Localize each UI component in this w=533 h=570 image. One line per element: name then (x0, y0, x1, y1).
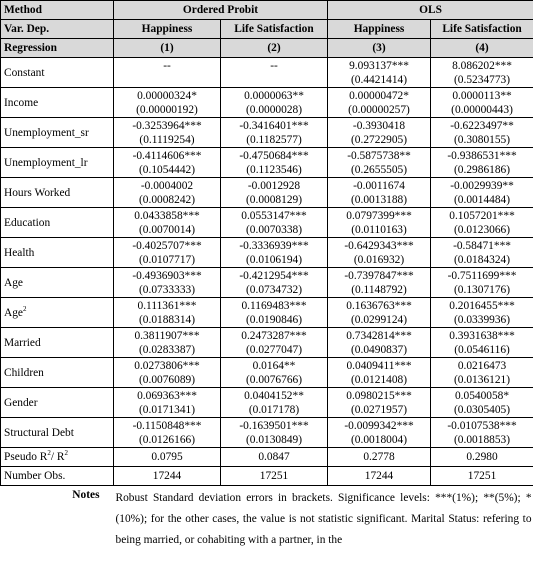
coefficient-value: 0.7342814*** (346, 329, 412, 342)
dep-var-4: Life Satisfaction (431, 20, 533, 39)
coefficient-value: 0.0797399*** (346, 209, 412, 222)
coefficient-cell (114, 328, 221, 358)
coefficient-cell (221, 88, 328, 118)
standard-error-value: (0.0000028) (246, 103, 302, 116)
coefficient-cell (328, 268, 431, 298)
regression-id-3: (3) (328, 39, 431, 58)
coefficient-cell (328, 178, 431, 208)
coefficient-value: 0.0433858*** (134, 209, 200, 222)
variable-label: Education (1, 208, 114, 238)
standard-error-value: (0.1119254) (139, 133, 195, 146)
standard-error-value: (0.0018853) (454, 433, 511, 446)
coefficient-value: -0.58471*** (453, 239, 511, 252)
coefficient-cell (221, 118, 328, 148)
variable-label: Married (1, 328, 114, 358)
variable-label: Unemployment_lr (1, 148, 114, 178)
variable-label: Structural Debt (1, 418, 114, 448)
coefficient-cell (431, 388, 533, 418)
variable-label: Health (1, 238, 114, 268)
coefficient-cell (328, 58, 431, 88)
standard-error-value: (0.1307176) (454, 283, 511, 296)
standard-error-value: (0.5234773) (454, 73, 511, 86)
standard-error-value: (0.0018004) (351, 433, 408, 446)
coefficient-value: -0.4212954*** (239, 269, 309, 282)
coefficient-value: 0.3931638*** (449, 329, 515, 342)
coefficient-value: -0.1150848*** (132, 419, 202, 432)
coefficient-value: -0.0011674 (353, 179, 405, 192)
coefficient-value: -0.4936903*** (132, 269, 202, 282)
standard-error-value (116, 73, 218, 87)
standard-error-value: (0.0184324) (454, 253, 511, 266)
coefficient-value: -0.0107538*** (447, 419, 517, 432)
coefficient-value: 0.0000063** (244, 89, 304, 102)
coefficient-cell (114, 268, 221, 298)
coefficient-cell (221, 58, 328, 88)
table-row (1, 58, 533, 88)
standard-error-value: (0.017178) (248, 403, 300, 416)
coefficient-value: -0.6429343*** (344, 239, 414, 252)
pseudo-r2-value: 0.2778 (328, 448, 431, 467)
standard-error-value: (0.4421414) (351, 73, 408, 86)
coefficient-cell (431, 118, 533, 148)
coefficient-value: -- (163, 59, 171, 72)
standard-error-value: (0.1054442) (139, 163, 195, 176)
standard-error-value: (0.0733333) (139, 283, 195, 296)
coefficient-value: 0.00000324* (137, 89, 197, 102)
regression-header: Regression (1, 39, 114, 58)
ols-header: OLS (328, 1, 533, 20)
standard-error-value: (0.0305405) (454, 403, 511, 416)
coefficient-cell (114, 58, 221, 88)
coefficient-cell (114, 88, 221, 118)
coefficient-value: -0.0029939** (450, 179, 514, 192)
coefficient-cell (328, 298, 431, 328)
variable-label: Age$^2$ (1, 298, 114, 328)
coefficient-value: -0.4025707*** (132, 239, 202, 252)
variable-label: Income (1, 88, 114, 118)
standard-error-value: (0.0130849) (246, 433, 302, 446)
coefficient-cell (431, 358, 533, 388)
coefficient-cell (221, 178, 328, 208)
coefficient-value: 0.069363*** (137, 389, 197, 402)
coefficient-cell (431, 238, 533, 268)
coefficient-value: 0.0164** (252, 359, 296, 372)
coefficient-value: -0.7397847*** (344, 269, 414, 282)
regression-id-4: (4) (431, 39, 533, 58)
pseudo-r2-value: 0.2980 (431, 448, 533, 467)
coefficient-cell (328, 208, 431, 238)
coefficient-cell (221, 298, 328, 328)
table-row (1, 298, 533, 328)
table-row (1, 178, 533, 208)
number-obs-label: Number Obs. (1, 467, 114, 486)
coefficient-cell (431, 208, 533, 238)
variable-label: Children (1, 358, 114, 388)
standard-error-value: (0.0110163) (351, 223, 407, 236)
coefficient-cell (114, 118, 221, 148)
standard-error-value: (0.0008129) (246, 193, 302, 206)
coefficient-value: -0.0004002 (140, 179, 194, 192)
coefficient-cell (328, 418, 431, 448)
standard-error-value: (0.1182577) (246, 133, 302, 146)
coefficient-cell (328, 358, 431, 388)
coefficient-value: 0.1169483*** (241, 299, 307, 312)
standard-error-value: (0.0171341) (139, 403, 195, 416)
pseudo-r2-value: 0.0795 (114, 448, 221, 467)
table-row (1, 148, 533, 178)
coefficient-value: 0.0000113** (452, 89, 512, 102)
coefficient-cell (221, 328, 328, 358)
coefficient-cell (221, 358, 328, 388)
standard-error-value: (0.00000257) (348, 103, 410, 116)
coefficient-value: 0.0409411*** (346, 359, 412, 372)
table-row (1, 118, 533, 148)
ordered-probit-header: Ordered Probit (114, 1, 328, 20)
standard-error-value: (0.0076766) (246, 373, 302, 386)
var-dep-header: Var. Dep. (1, 20, 114, 39)
standard-error-value: (0.0283387) (139, 343, 195, 356)
coefficient-cell (431, 178, 533, 208)
coefficient-cell (431, 148, 533, 178)
coefficient-value: 0.3811907*** (134, 329, 200, 342)
standard-error-value: (0.0339936) (454, 313, 511, 326)
coefficient-value: -0.5875738** (347, 149, 411, 162)
method-header: Method (1, 1, 114, 20)
standard-error-value: (0.0107717) (139, 253, 195, 266)
coefficient-cell (328, 388, 431, 418)
coefficient-value: -0.3253964*** (132, 119, 202, 132)
standard-error-value: (0.0121408) (351, 373, 408, 386)
table-row (1, 328, 533, 358)
standard-error-value: (0.3080155) (454, 133, 511, 146)
number-obs-value: 17251 (431, 467, 533, 486)
standard-error-value: (0.0190846) (246, 313, 302, 326)
standard-error-value: (0.0136121) (454, 373, 511, 386)
coefficient-value: -0.9386531*** (447, 149, 517, 162)
standard-error-value: (0.0271957) (351, 403, 408, 416)
standard-error-value: (0.0277047) (246, 343, 302, 356)
table-row (1, 208, 533, 238)
standard-error-value: (0.1123546) (246, 163, 302, 176)
coefficient-value: -0.0099342*** (344, 419, 414, 432)
coefficient-cell (114, 178, 221, 208)
table-row (1, 418, 533, 448)
coefficient-cell (431, 88, 533, 118)
coefficient-cell (221, 208, 328, 238)
coefficient-cell (328, 148, 431, 178)
coefficient-cell (114, 298, 221, 328)
standard-error-value: (0.0734732) (246, 283, 302, 296)
coefficient-cell (328, 88, 431, 118)
standard-error-value: (0.0490837) (351, 343, 408, 356)
standard-error-value: (0.00000443) (451, 103, 513, 116)
standard-error-value: (0.0008242) (139, 193, 195, 206)
coefficient-cell (221, 268, 328, 298)
coefficient-cell (221, 388, 328, 418)
table-body (1, 58, 533, 448)
table-row (1, 88, 533, 118)
standard-error-value: (0.1148792) (351, 283, 407, 296)
coefficient-cell (114, 208, 221, 238)
pseudo-r2-label: Pseudo $R^2/$ $R^2$ (1, 448, 114, 467)
coefficient-cell (431, 418, 533, 448)
coefficient-value: -0.3930418 (352, 119, 406, 132)
notes-label: Notes (72, 489, 100, 501)
standard-error-value: (0.2722905) (351, 133, 408, 146)
coefficient-value: -0.3416401*** (239, 119, 309, 132)
coefficient-value: -0.4114606*** (132, 149, 202, 162)
dep-var-1: Happiness (114, 20, 221, 39)
standard-error-value: (0.0188314) (139, 313, 195, 326)
number-obs-value: 17251 (221, 467, 328, 486)
coefficient-value: 8.086202*** (452, 59, 512, 72)
standard-error-value: (0.00000192) (136, 103, 198, 116)
coefficient-value: 0.1636763*** (346, 299, 412, 312)
dep-var-2: Life Satisfaction (221, 20, 328, 39)
regression-id-2: (2) (221, 39, 328, 58)
standard-error-value: (0.0126166) (139, 433, 195, 446)
coefficient-value: -0.6223497** (450, 119, 514, 132)
coefficient-value: 0.0216473 (457, 359, 507, 372)
coefficient-cell (431, 328, 533, 358)
coefficient-value: 0.0553147*** (241, 209, 307, 222)
coefficient-value: 0.0540058* (454, 389, 510, 402)
variable-label: Hours Worked (1, 178, 114, 208)
coefficient-value: 0.111361*** (137, 299, 197, 312)
dep-var-3: Happiness (328, 20, 431, 39)
coefficient-cell (431, 58, 533, 88)
standard-error-value: (0.0106194) (246, 253, 302, 266)
standard-error-value: (0.0299124) (351, 313, 408, 326)
coefficient-cell (431, 298, 533, 328)
standard-error-value: (0.0070338) (246, 223, 302, 236)
standard-error-value: (0.0546116) (454, 343, 510, 356)
variable-label: Age (1, 268, 114, 298)
pseudo-r2-value: 0.0847 (221, 448, 328, 467)
standard-error-value: (0.2655505) (351, 163, 408, 176)
coefficient-value: 0.0980215*** (346, 389, 412, 402)
table-row (1, 388, 533, 418)
coefficient-value: 0.2016455*** (449, 299, 515, 312)
coefficient-cell (114, 238, 221, 268)
table-row (1, 238, 533, 268)
coefficient-value: -0.1639501*** (239, 419, 309, 432)
standard-error-value: (0.016932) (353, 253, 405, 266)
coefficient-cell (221, 418, 328, 448)
variable-label: Unemployment_sr (1, 118, 114, 148)
coefficient-cell (221, 238, 328, 268)
coefficient-cell (114, 358, 221, 388)
coefficient-value: -0.4750684*** (239, 149, 309, 162)
standard-error-value: (0.0070014) (139, 223, 195, 236)
variable-label: Constant (1, 58, 114, 88)
standard-error-value: (0.0123066) (454, 223, 511, 236)
table-row (1, 268, 533, 298)
coefficient-value: 0.0273806*** (134, 359, 200, 372)
regression-id-1: (1) (114, 39, 221, 58)
coefficient-value: 0.2473287*** (241, 329, 307, 342)
standard-error-value: (0.0076089) (139, 373, 195, 386)
coefficient-cell (328, 118, 431, 148)
number-obs-value: 17244 (114, 467, 221, 486)
standard-error-value (223, 73, 325, 87)
coefficient-cell (328, 238, 431, 268)
coefficient-value: -0.0012928 (247, 179, 301, 192)
coefficient-value: 0.1057201*** (449, 209, 515, 222)
standard-error-value: (0.0014484) (454, 193, 511, 206)
coefficient-value: 9.093137*** (349, 59, 409, 72)
table-row (1, 358, 533, 388)
coefficient-cell (114, 148, 221, 178)
coefficient-value: -0.3336939*** (239, 239, 309, 252)
coefficient-cell (114, 418, 221, 448)
coefficient-value: 0.0404152** (244, 389, 304, 402)
standard-error-value: (0.0013188) (351, 193, 408, 206)
standard-error-value: (0.2986186) (454, 163, 511, 176)
coefficient-value: -0.7511699*** (447, 269, 517, 282)
coefficient-value: -- (270, 59, 278, 72)
notes-text: Robust Standard deviation errors in brackets. Significance levels: ***(1%); **(5%); *(10%); for the other cases, the value is not statistic significant. Marital Status: refering to being married, or cohabiting with a partner, in the (115, 492, 532, 546)
coefficient-cell (431, 268, 533, 298)
variable-label: Gender (1, 388, 114, 418)
coefficient-value: 0.00000472* (349, 89, 409, 102)
coefficient-cell (328, 328, 431, 358)
number-obs-value: 17244 (328, 467, 431, 486)
coefficient-cell (221, 148, 328, 178)
coefficient-cell (114, 388, 221, 418)
